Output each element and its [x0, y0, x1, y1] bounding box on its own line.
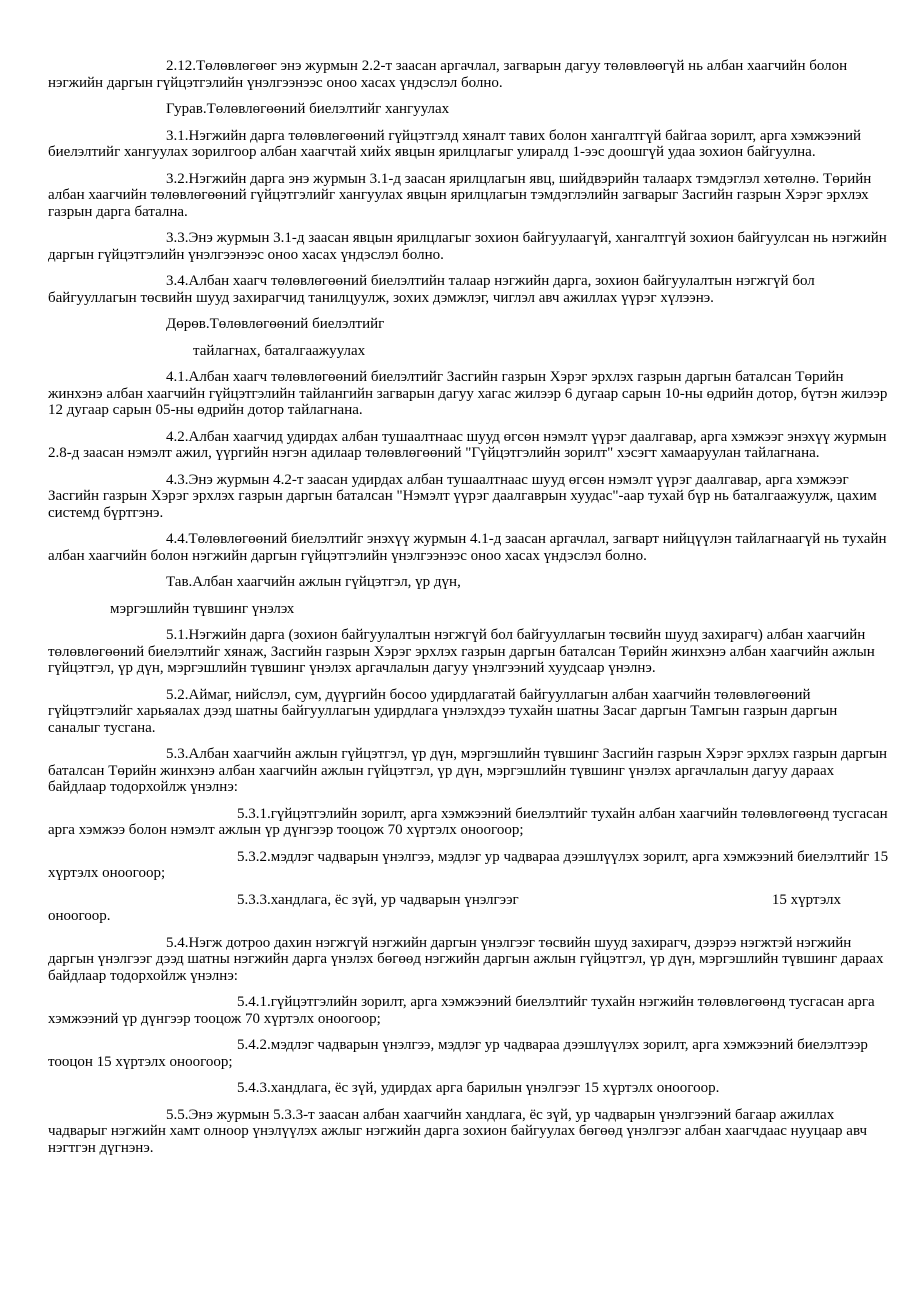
- heading-chapter-4-line1: Дөрөв.Төлөвлөгөөний биелэлтийг: [166, 316, 385, 332]
- clause-5-4-2: 5.4.2.мэдлэг чадварын үнэлгээ, мэдлэг ур чадвараа дээшлүүлэх зорилт, арга хэмжээний биелэлтээр тооцон 15 хүртэлх оноогоор;: [48, 1037, 868, 1070]
- clause-5-5: 5.5.Энэ журмын 5.3.3-т заасан албан хаагчийн хандлага, ёс зүй, ур чадварын үнэлгээний багаар ажиллах чадварыг нэгжийн хамт олноор үнэлүүлэх ажлыг нэгжийн дарга зохион байгуулах бөгөөд үнэлгээг албан хаагчдаас нууцаар авч нэгтгэн дүгнэнэ.: [48, 1106, 868, 1156]
- clause-5-3: 5.3.Албан хаагчийн ажлын гүйцэтгэл, үр дүн, мэргэшлийн түвшинг Засгийн газрын Хэрэг эрхлэх газрын даргын баталсан Төрийн жинхэнэ албан хаагчийн ажлын гүйцэтгэл, үр дүн, мэргэшлийн түвшинг үнэлэх аргачлалын дагуу дараах байдлаар тодорхойлж үнэлнэ:: [48, 746, 888, 795]
- clause-5-4-3: 5.4.3.хандлага, ёс зүй, удирдах арга барилын үнэлгээг 15 хүртэлх оноогоор.: [237, 1080, 720, 1096]
- clause-4-2: 4.2.Албан хаагчид удирдах албан тушаалтнаас шууд өгсөн нэмэлт үүрэг даалгавар, арга хэмжээг энэхүү журмын 2.8-д заасан нэмэлт ажил, үүргийн нэгэн адилаар төлөвлөгөөний "Гүйцэтгэлийн зорилт" хэсэгт хамааруулан тайлагнана.: [48, 428, 887, 461]
- clause-5-3-3-line: [48, 892, 889, 909]
- clause-3-4: 3.4.Албан хаагч төлөвлөгөөний биелэлтийн талаар нэгжийн дарга, зохион байгуулалтын нэгжгүй бол байгууллагын төсвийн шууд захирагчид танилцуулж, зохих дэмжлэг, чиглэл авч ажиллах үүрэг хүлээнэ.: [48, 273, 815, 306]
- heading-chapter-3: Гурав.Төлөвлөгөөний биелэлтийг хангуулах: [166, 101, 450, 117]
- clause-4-4: 4.4.Төлөвлөгөөний биелэлтийг энэхүү журмын 4.1-д заасан аргачлал, загварт нийцүүлэн тайлагнаагүй нь тухайн албан хаагчийн болон нэгжийн даргын гүйцэтгэлийн үнэлгээнээс оноо хасах үндэслэл болно.: [48, 531, 887, 564]
- clause-5-4-1: 5.4.1.гүйцэтгэлийн зорилт, арга хэмжээний биелэлтийг тухайн нэгжийн төлөвлөгөөнд тусгасан арга хэмжээний үр дүнгээр тооцож 70 хүртэлх оноогоор;: [48, 994, 875, 1027]
- clause-3-1: 3.1.Нэгжийн дарга төлөвлөгөөний гүйцэтгэлд хяналт тавих болон хангалтгүй байгаа зорилт, арга хэмжээний биелэлтийг хангуулах зорилгоор албан хаагчтай хийх явцын ярилцлагыг улиралд 1-ээс доошгүй удаа зохион байгуулна.: [48, 127, 862, 160]
- clause-4-3: 4.3.Энэ журмын 4.2-т заасан удирдах албан тушаалтнаас шууд өгсөн нэмэлт үүрэг даалгавар, арга хэмжээг Засгийн газрын Хэрэг эрхлэх газрын даргын баталсан "Нэмэлт үүрэг даалгаврын хуудас"-аар тухай бүр нь баталгаажуулж, цахим системд бүртгэнэ.: [48, 471, 877, 521]
- clause-5-3-3-text: 5.3.3.хандлага, ёс зүй, ур чадварын үнэлгээг: [237, 891, 519, 908]
- clause-5-3-2: 5.3.2.мэдлэг чадварын үнэлгээ, мэдлэг ур чадвараа дээшлүүлэх зорилт, арга хэмжээний биелэлтийг 15 хүртэлх оноогоор;: [48, 848, 889, 881]
- clause-3-2: 3.2.Нэгжийн дарга энэ журмын 3.1-д заасан ярилцлагын явц, шийдвэрийн талаарх тэмдэглэл хөтөлнө. Төрийн албан хаагчийн төлөвлөгөөний гүйцэтгэлийг хангуулах явцын ярилцлагын тэмдэглэлийн загварыг Засгийн газрын Хэрэг эрхлэх газрын дарга батална.: [48, 170, 872, 220]
- clause-5-3-3-continuation: оноогоор.: [48, 908, 111, 924]
- heading-chapter-4-line2: тайлагнах, баталгаажуулах: [193, 342, 366, 359]
- clause-4-1: 4.1.Албан хаагч төлөвлөгөөний биелэлтийг Засгийн газрын Хэрэг эрхлэх газрын даргын баталсан Төрийн жинхэнэ албан хаагчийн гүйцэтгэлийн тайлангийн загварын дагуу хагас жилээр 6 дугаар сарын 10-ны өдрийн дотор, бүтэн жилээр 12 дугаар сарын 05-ны өдрийн дотор тайлагнана.: [48, 369, 888, 418]
- clause-5-1: 5.1.Нэгжийн дарга (зохион байгуулалтын нэгжгүй бол байгууллагын төсвийн шууд захирагч) албан хаагчийн төлөвлөгөөний биелэлтийг хянаж, Засгийн газрын Хэрэг эрхлэх газрын даргын баталсан Төрийн жинхэнэ албан хаагчийн ажлын гүйцэтгэл, үр дүн, мэргэшлийн түвшинг үнэлэх аргачлалын дагуу үнэлгээний хуудсаар үнэлнэ.: [48, 627, 875, 676]
- clause-5-3-3-score: 15 хүртэлх: [771, 891, 841, 908]
- clause-3-3: 3.3.Энэ журмын 3.1-д заасан явцын ярилцлагыг зохион байгуулаагүй, хангалтгүй зохион байгуулсан нь нэгжийн даргын гүйцэтгэлийн үнэлгээнээс оноо хасах үндэслэл болно.: [48, 230, 887, 263]
- clause-5-3-1: 5.3.1.гүйцэтгэлийн зорилт, арга хэмжээний биелэлтийг тухайн албан хаагчийн төлөвлөгөөнд тусгасан арга хэмжээ болон нэмэлт ажлын үр дүнгээр тооцож 70 хүртэлх оноогоор;: [48, 805, 888, 838]
- clause-5-2: 5.2.Аймаг, нийслэл, сум, дүүргийн босоо удирдлагатай байгууллагын албан хаагчийн төлөвлөгөөний гүйцэтгэлийг харьяалах дээд шатны байгууллагын удирдлага үнэлэхдээ тухайн шатны Засаг даргын Тамгын газрын даргын саналыг тусгана.: [48, 686, 838, 736]
- clause-5-3-3: [48, 892, 889, 925]
- heading-chapter-5-line2: мэргэшлийн түвшинг үнэлэх: [110, 600, 295, 617]
- clause-5-4: 5.4.Нэгж дотроо дахин нэгжгүй нэгжийн даргын үнэлгээг төсвийн шууд захирагч, дээрээ нэгжтэй нэгжийн даргын үнэлгээг дээд шатны нэгжийн дарга үнэлэх бөгөөд нэгжийн даргын ажлын гүйцэтгэл, үр дүн, мэргэшлийн түвшинг дараах байдлаар тодорхойлж үнэлнэ:: [48, 934, 884, 984]
- clause-2-12: 2.12.Төлөвлөгөөг энэ журмын 2.2-т заасан аргачлал, загварын дагуу төлөвлөөгүй нь албан хаагчийн болон нэгжийн даргын гүйцэтгэлийн үнэлгээнээс оноо хасах үндэслэл болно.: [48, 58, 848, 91]
- document-body: [48, 58, 889, 1166]
- heading-chapter-5-line1: Тав.Албан хаагчийн ажлын гүйцэтгэл, үр дүн,: [166, 574, 461, 590]
